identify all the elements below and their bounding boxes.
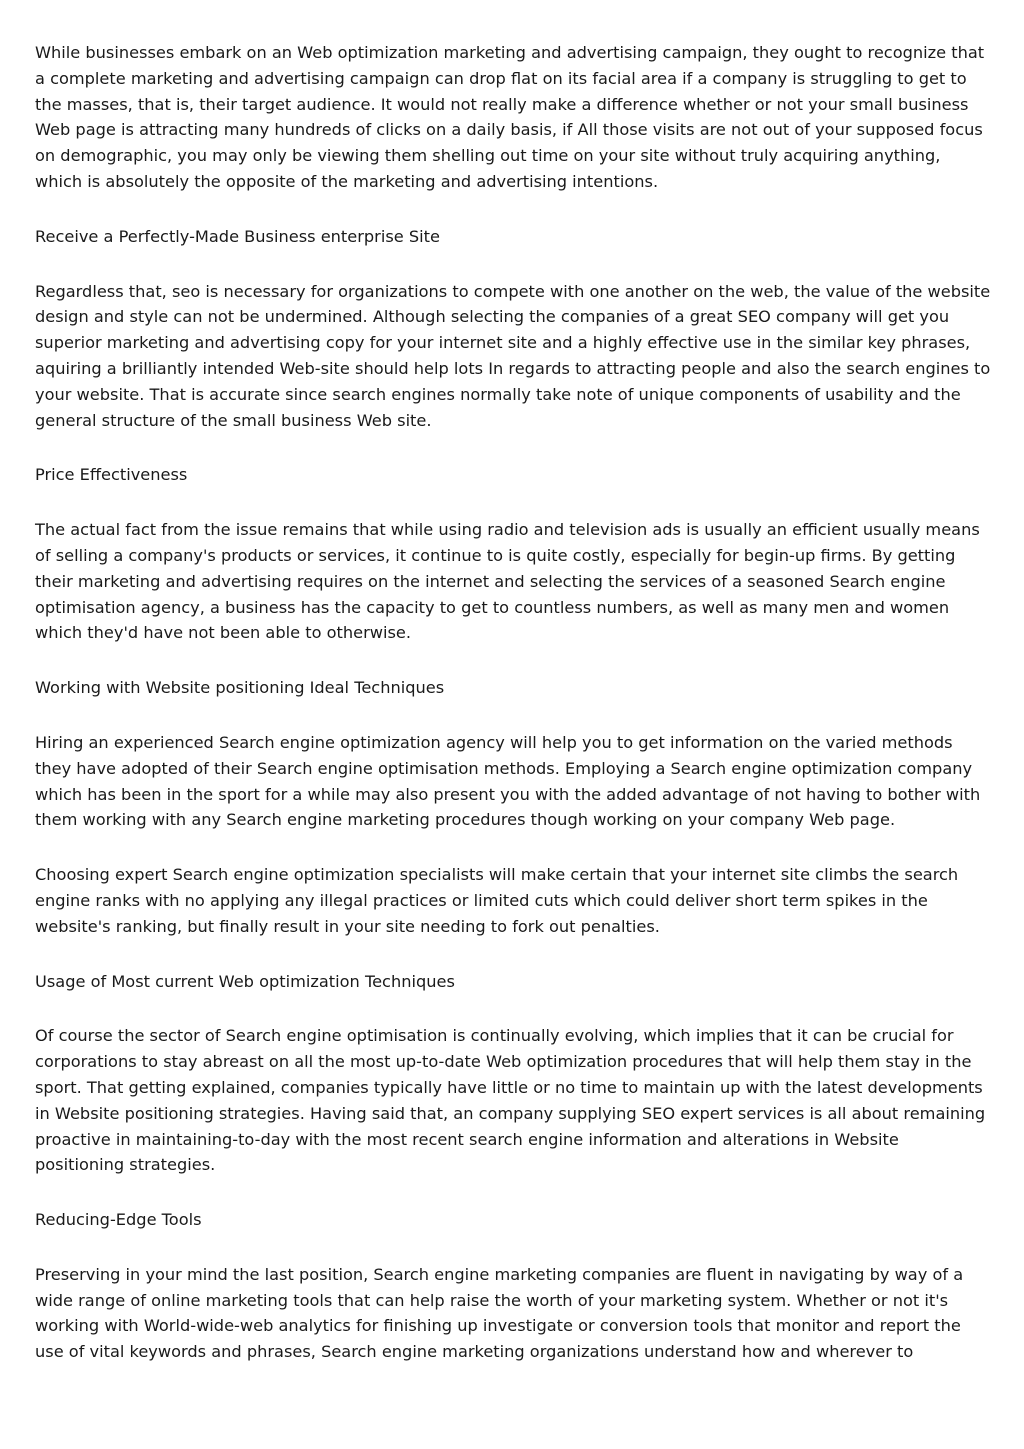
paragraph-choosing-specialists: Choosing expert Search engine optimization specialists will make certain that your internet site climbs the search engine ranks with no applying any illegal practices or limited cuts which could deliver short term spikes in the website's ranking, but finally result in your site needing to fork out penalties. [35,865,959,936]
paragraph-current-techniques: Of course the sector of Search engine optimisation is continually evolving, which implies that it can be crucial for corporations to stay abreast on all the most up-to-date Web optimization procedures that will help them stay in the sport. That getting explained, companies typically have little or no time to maintain up with the latest developments in Website positioning strategies. Having said that, an company supplying SEO expert services is all about remaining proactive in maintaining-to-day with the most recent search engine information and alterations in Website positioning strategies. [35,1026,986,1175]
document-page [35,40,991,1394]
paragraph-intro: While businesses embark on an Web optimization marketing and advertising campaign, they ought to recognize that a complete marketing and advertising campaign can drop flat on its facial area if a company is struggling to get to the masses, that is, their target audience. It would not really make a difference whether or not your small business Web page is attracting many hundreds of clicks on a daily basis, if All those visits are not out of your supposed focus on demographic, you may only be viewing them shelling out time on your site without truly acquiring anything, which is absolutely the opposite of the marketing and advertising intentions. [35,43,985,191]
paragraph-price-effectiveness: The actual fact from the issue remains that while using radio and television ads is usually an efficient usually means of selling a company's products or services, it continue to is quite costly, especially for begin-up firms. By getting their marketing and advertising requires on the internet and selecting the services of a seasoned Search engine optimisation agency, a business has the capacity to get to countless numbers, as well as many men and women which they'd have not been able to otherwise. [35,520,980,643]
paragraph-cutting-edge-tools: Preserving in your mind the last position, Search engine marketing companies are fluent in navigating by way of a wide range of online marketing tools that can help raise the worth of your marketing system. Whether or not it's working with World-wide-web analytics for finishing up investigate or conversion tools that monitor and report the use of vital keywords and phrases, Search engine marketing organizations understand how and wherever to [35,1264,964,1362]
section-heading-business-site: Receive a Perfectly-Made Business enterprise Site [35,226,440,246]
paragraph-business-site: Regardless that, seo is necessary for organizations to compete with one another on the web, the value of the website design and style can not be undermined. Although selecting the companies of a great SEO company will get you superior marketing and advertising copy for your internet site and a highly effective use in the similar key phrases, aquiring a brilliantly intended Web-site should help lots In regards to attracting people and also the search engines to your website. That is accurate since search engines normally take note of unique components of usability and the general structure of the small business Web site. [35,281,991,430]
section-heading-best-techniques: Working with Website positioning Ideal Techniques [35,678,445,698]
section-heading-price-effectiveness: Price Effectiveness [35,465,188,485]
paragraph-hiring-agency: Hiring an experienced Search engine optimization agency will help you to get information on the varied methods they have adopted of their Search engine optimisation methods. Employing a Search engine optimization company which has been in the sport for a while may also present you with the added advantage of not having to bother with them working with any Search engine marketing procedures though working on your company Web page. [35,732,981,830]
section-heading-cutting-edge-tools: Reducing-Edge Tools [35,1210,202,1230]
section-heading-current-techniques: Usage of Most current Web optimization Techniques [35,971,455,991]
